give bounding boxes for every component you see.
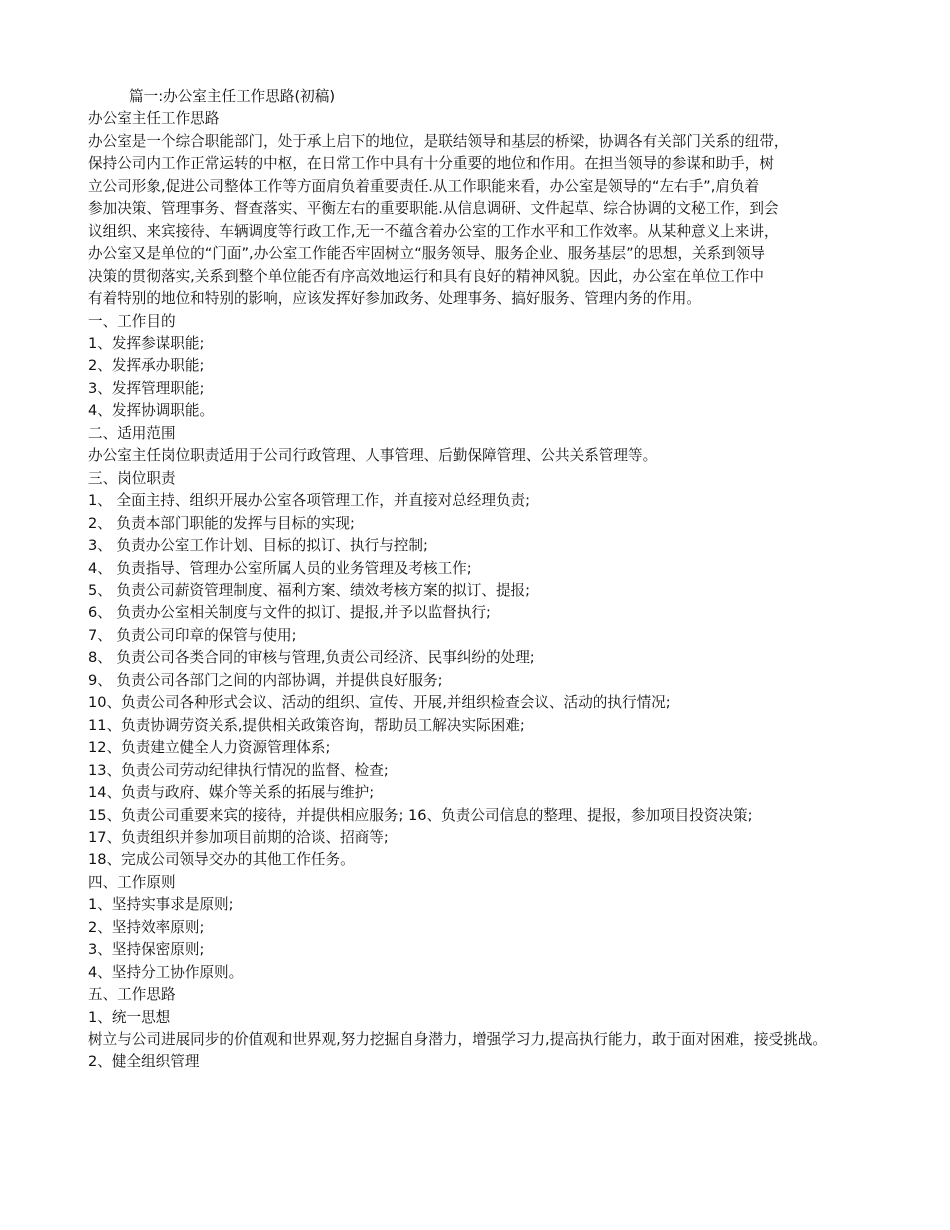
list-item: 7、 负责公司印章的保管与使用;	[88, 626, 297, 644]
list-item: 4、坚持分工协作原则。	[88, 963, 244, 981]
list-item: 9、 负责公司各部门之间的内部协调，并提供良好服务;	[88, 671, 443, 689]
list-item: 17、负责组织并参加项目前期的洽谈、招商等;	[88, 828, 389, 846]
intro-paragraph	[88, 131, 868, 311]
list-item: 6、 负责办公室相关制度与文件的拟订、提报,并予以监督执行;	[88, 604, 491, 622]
intro-line: 参加决策、管理事务、督查落实、平衡左右的重要职能.从信息调研、文件起草、综合协调的文秘工作，到会	[88, 200, 779, 218]
list-item: 4、发挥协调职能。	[88, 402, 215, 420]
list-item: 1、坚持实事求是原则;	[88, 896, 234, 914]
section-heading: 四、工作原则	[88, 873, 176, 891]
list-item: 12、负责建立健全人力资源管理体系;	[88, 739, 331, 757]
list-item: 3、发挥管理职能;	[88, 379, 205, 397]
list-item: 18、完成公司领导交办的其他工作任务。	[88, 851, 355, 869]
section-heading: 五、工作思路	[88, 986, 176, 1004]
list-item: 4、 负责指导、管理办公室所属人员的业务管理及考核工作;	[88, 559, 472, 577]
list-item: 1、 全面主持、组织开展办公室各项管理工作，并直接对总经理负责;	[88, 492, 531, 510]
list-item: 1、发挥参谋职能;	[88, 334, 205, 352]
subsection-heading: 2、健全组织管理	[88, 1053, 200, 1071]
list-item: 13、负责公司劳动纪律执行情况的监督、检查;	[88, 761, 389, 779]
list-item: 2、 负责本部门职能的发挥与目标的实现;	[88, 514, 355, 532]
intro-line: 保持公司内工作正常运转的中枢，在日常工作中具有十分重要的地位和作用。在担当领导的参谋和助手，树	[88, 155, 774, 173]
list-item: 2、坚持效率原则;	[88, 918, 205, 936]
document-title: 篇一:办公室主任工作思路(初稿)	[129, 88, 336, 105]
list-item: 15、负责公司重要来宾的接待，并提供相应服务; 16、负责公司信息的整理、提报，参加项目投资决策;	[88, 806, 753, 824]
list-item: 8、 负责公司各类合同的审核与管理,负责公司经济、民事纠纷的处理;	[88, 649, 535, 667]
intro-line: 议组织、来宾接待、车辆调度等行政工作,无一不蕴含着办公室的工作水平和工作效率。从某种意义上来讲，	[88, 222, 779, 240]
list-item: 10、负责公司各种形式会议、活动的组织、宣传、开展,并组织检查会议、活动的执行情况;	[88, 694, 671, 712]
intro-line: 办公室是一个综合职能部门，处于承上启下的地位，是联结领导和基层的桥梁，协调各有关部门关系的纽带，	[88, 132, 789, 150]
list-item: 5、 负责公司薪资管理制度、福利方案、绩效考核方案的拟订、提报;	[88, 581, 531, 599]
list-item: 3、 负责办公室工作计划、目标的拟订、执行与控制;	[88, 537, 428, 555]
document-body	[88, 86, 868, 1074]
intro-line: 立公司形象,促进公司整体工作等方面肩负着重要责任.从工作职能来看，办公室是领导的“左右手”,肩负着	[88, 177, 760, 195]
intro-line: 决策的贯彻落实,关系到整个单位能否有序高效地运行和具有良好的精神风貌。因此，办公室在单位工作中	[88, 267, 764, 285]
list-item: 11、负责协调劳资关系,提供相关政策咨询，帮助员工解决实际困难;	[88, 716, 525, 734]
list-item: 3、坚持保密原则;	[88, 941, 205, 959]
section-heading: 三、岗位职责	[88, 469, 176, 487]
subsection-heading: 1、统一思想	[88, 1008, 171, 1026]
list-item: 2、发挥承办职能;	[88, 357, 205, 375]
section-text: 办公室主任岗位职责适用于公司行政管理、人事管理、后勤保障管理、公共关系管理等。	[88, 447, 658, 465]
intro-line: 有着特别的地位和特别的影响，应该发挥好参加政务、处理事务、搞好服务、管理内务的作用。	[88, 290, 701, 308]
section-text: 树立与公司进展同步的价值观和世界观,努力挖掘自身潜力，增强学习力,提高执行能力，敢于面对困难，接受挑战。	[88, 1031, 827, 1049]
section-heading: 二、适用范围	[88, 424, 176, 442]
section-heading: 一、工作目的	[88, 312, 176, 330]
document-subtitle: 办公室主任工作思路	[88, 110, 220, 128]
intro-line: 办公室又是单位的“门面”,办公室工作能否牢固树立“服务领导、服务企业、服务基层”的思想，关系到领导	[88, 245, 766, 263]
list-item: 14、负责与政府、媒介等关系的拓展与维护;	[88, 784, 375, 802]
